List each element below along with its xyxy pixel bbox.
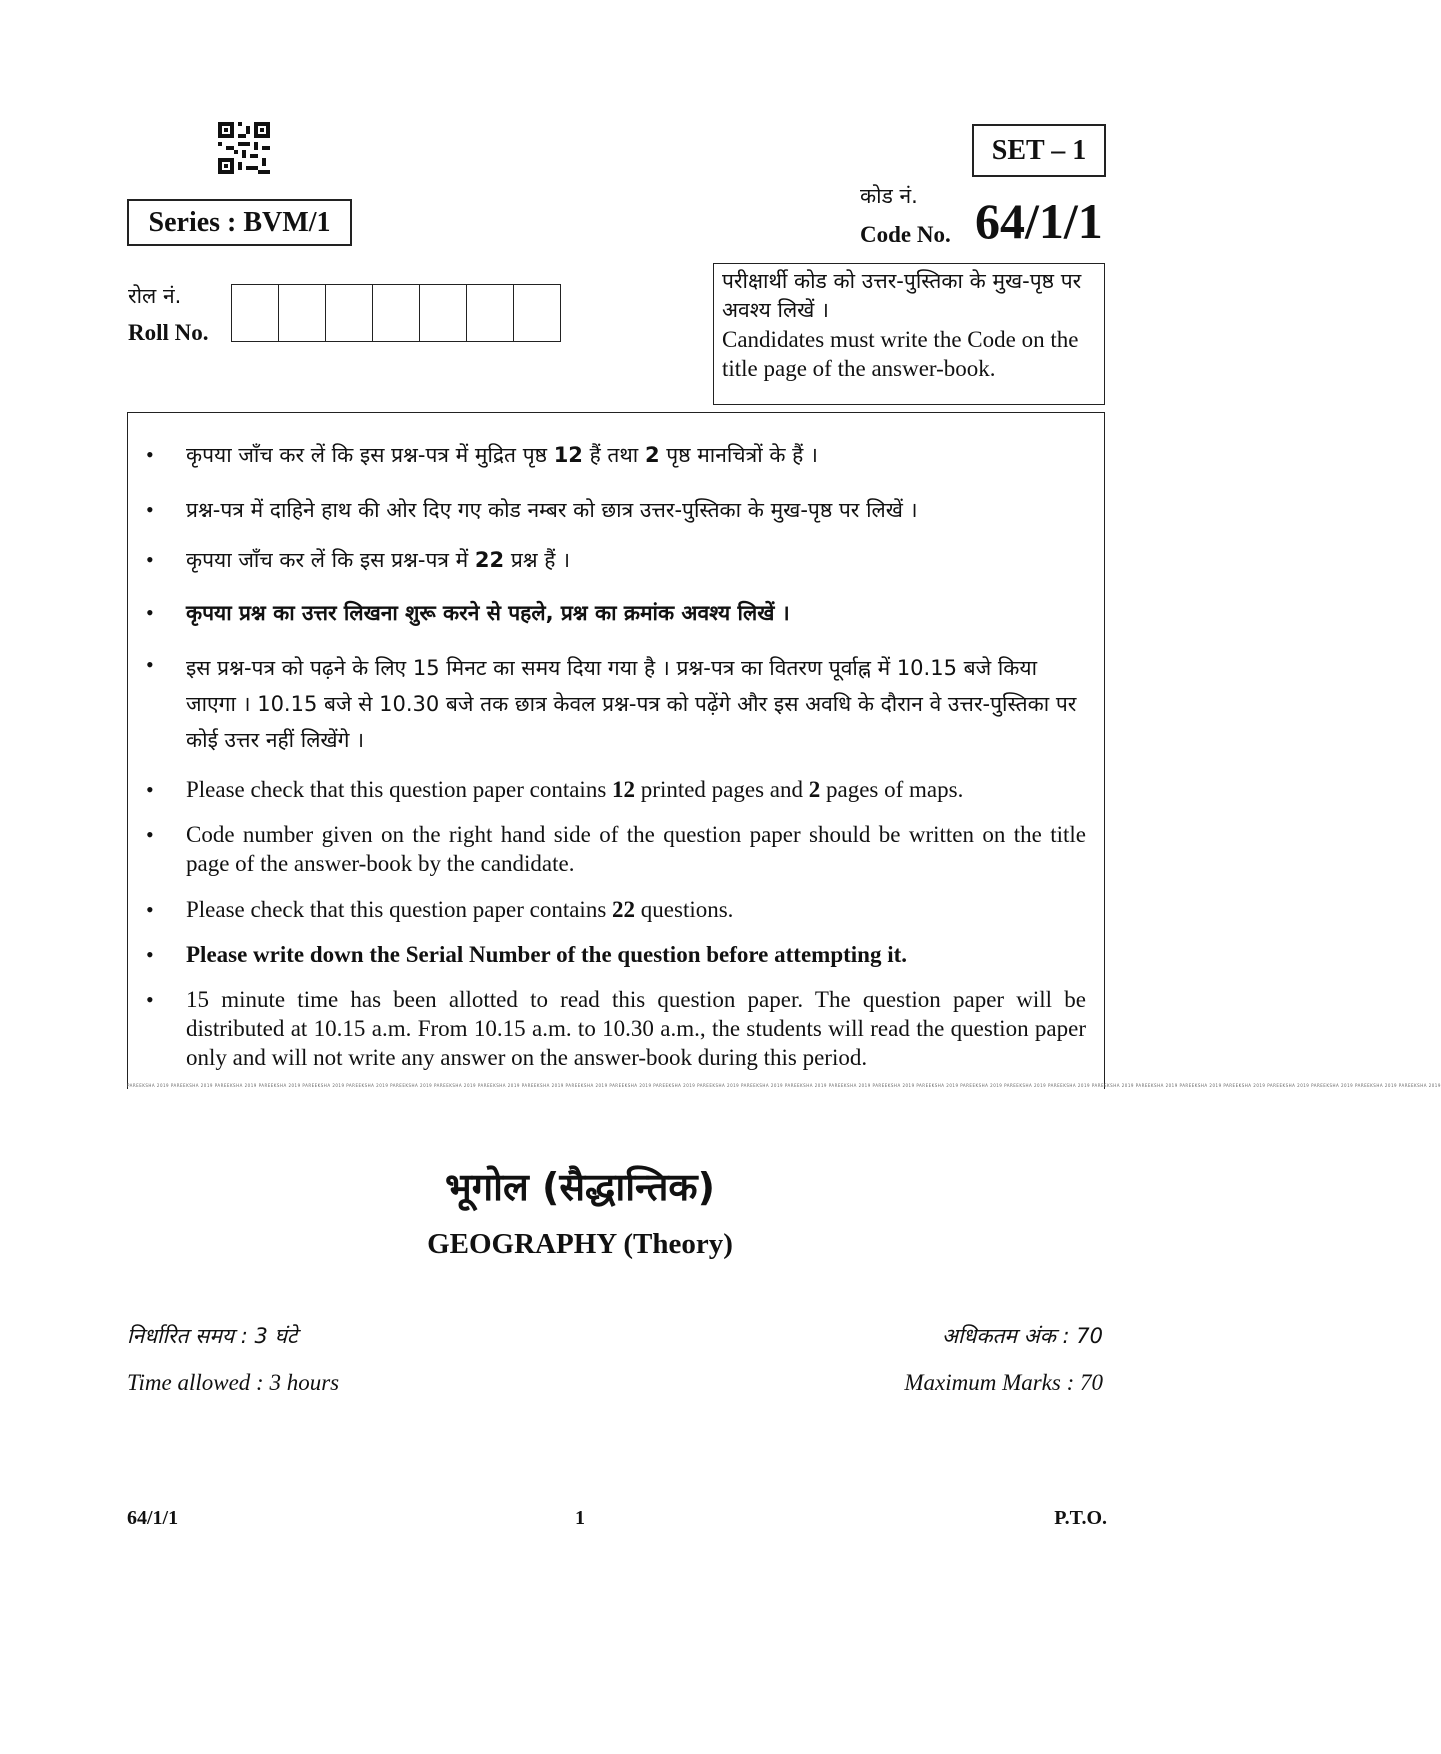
watermark-strip: PAREEKSHA 2019 PAREEKSHA 2019 PAREEKSHA 2019 PAREEKSHA 2019 PAREEKSHA 2019 PAREEKSHA 2019 PAREEKSHA 2019 PAREEKSHA 2019 PAREEKSHA 2019 PAREEKSHA 2019 PAREEKSHA 2019 PAREEKSHA 2019 PAREEKSHA 2019 PAREEKSHA 2019 PAREEKSHA 2019 PAREEKSHA 2019 PAREEKSHA 2019 PAREEKSHA 2019 PAREEKSHA 2019 PAREEKSHA 2019 PAREEKSHA 2019 PAREEKSHA 2019 PAREEKSHA 2019 PAREEKSHA 2019 PAREEKSHA 2019 PAREEKSHA 2019 PAREEKSHA 2019 PAREEKSHA 2019 PAREEKSHA 2019 PAREEKSHA 2019 [127,1083,1441,1088]
instruction-text-part: pages of maps. [820,777,964,802]
instruction-text [186,440,1086,470]
time-allowed-english: Time allowed : 3 hours [127,1370,340,1395]
max-marks-hindi: अधिकतम अंक : 70 [941,1324,1103,1348]
roll-number-cell[interactable] [420,285,467,341]
subject-title-english: GEOGRAPHY (Theory) [427,1228,733,1260]
instruction-text [186,495,1086,525]
instruction-text [186,650,1086,758]
instruction-text-part: 12 [553,443,583,467]
instruction-text [186,545,1086,575]
instruction-text-part: हैं तथा [582,443,645,467]
bullet-icon: • [146,897,154,922]
instruction-text-part: कृपया प्रश्न का उत्तर लिखना शुरू करने से पहले, प्रश्न का क्रमांक अवश्य लिखें । [186,601,790,625]
instruction-text [186,775,1086,804]
code-note-box [713,263,1105,405]
bullet-icon: • [146,822,154,847]
bullet-icon: • [146,777,154,802]
bullet-icon: • [146,987,154,1012]
roll-number-cell[interactable] [467,285,514,341]
bullet-icon: • [146,497,154,522]
max-marks-english: Maximum Marks : 70 [904,1370,1103,1395]
series-label: Series : BVM/1 [127,199,352,246]
instruction-text-part: 22 [474,548,505,572]
instruction-text-part: इस प्रश्न-पत्र को पढ़ने के लिए 15 मिनट का समय दिया गया है । प्रश्न-पत्र का वितरण पूर्वाह्न में 10.15 बजे किया जाएगा । 10.15 बजे से 10.30 बजे तक छात्र केवल प्रश्न-पत्र को पढ़ेंगे और इस अवधि के दौरान वे उत्तर-पुस्तिका पर कोई उत्तर नहीं लिखेंगे । [186,656,1077,752]
instruction-text [186,598,1086,628]
roll-number-cell[interactable] [279,285,326,341]
bullet-icon: • [146,600,154,625]
bullet-icon: • [146,442,154,467]
page-number: 1 [575,1507,585,1529]
instruction-text [186,985,1086,1072]
bullet-icon: • [146,942,154,967]
instruction-text-part: 12 [612,777,636,802]
instruction-text-part: पृष्ठ मानचित्रों के हैं । [659,443,818,467]
time-allowed-hindi: निर्धारित समय : 3 घंटे [127,1324,298,1348]
instruction-text-part: Please check that this question paper contains [186,777,613,802]
roll-number-cell[interactable] [373,285,420,341]
code-note-hindi: परीक्षार्थी कोड को उत्तर-पुस्तिका के मुख-पृष्ठ पर अवश्य लिखें । [722,269,1082,322]
pto-label: P.T.O. [1054,1507,1107,1529]
bullet-icon: • [146,652,154,677]
instruction-text-part: 22 [612,897,636,922]
instruction-text-part: कृपया जाँच कर लें कि इस प्रश्न-पत्र में [186,548,475,572]
roll-number-boxes[interactable] [231,284,561,342]
instruction-text [186,895,1086,924]
instruction-text [186,940,1086,969]
code-label-hindi: कोड नं. [860,184,918,208]
instruction-text-part: प्रश्न हैं । [504,548,571,572]
instruction-text-part: 15 minute time has been allotted to read this question paper. The question paper will be distributed at 10.15 a.m. From 10.15 a.m. to 10.30 a.m., the students will read the question paper only and will not write any answer on the answer-book during this period. [186,987,1086,1070]
instruction-text-part: 2 [808,777,821,802]
instruction-text-part: Please write down the Serial Number of the question before attempting it. [186,942,908,967]
footer-code: 64/1/1 [127,1507,179,1529]
instruction-text [186,820,1086,878]
code-note-english: Candidates must write the Code on the title page of the answer-book. [722,327,1079,381]
instruction-text-part: प्रश्न-पत्र में दाहिने हाथ की ओर दिए गए कोड नम्बर को छात्र उत्तर-पुस्तिका के मुख-पृष्ठ पर लिखें । [186,498,918,522]
bullet-icon: • [146,547,154,572]
roll-label-hindi: रोल नं. [128,284,182,308]
instruction-text-part: printed pages and [635,777,809,802]
instruction-text-part: questions. [635,897,734,922]
roll-number-cell[interactable] [514,285,561,341]
code-label-english: Code No. [860,222,951,247]
roll-number-cell[interactable] [326,285,373,341]
code-number: 64/1/1 [975,193,1103,249]
instruction-text-part: कृपया जाँच कर लें कि इस प्रश्न-पत्र में मुद्रित पृष्ठ [186,443,554,467]
set-label: SET – 1 [972,124,1106,177]
roll-number-cell[interactable] [232,285,279,341]
instruction-text-part: 2 [644,443,660,467]
instruction-text-part: Code number given on the right hand side of the question paper should be written on the title page of the answer-book by the candidate. [186,822,1086,876]
instruction-text-part: Please check that this question paper contains [186,897,613,922]
subject-title-hindi: भूगोल (सैद्धान्तिक) [445,1165,715,1209]
roll-label-english: Roll No. [128,320,209,345]
qr-code-icon [218,122,270,174]
